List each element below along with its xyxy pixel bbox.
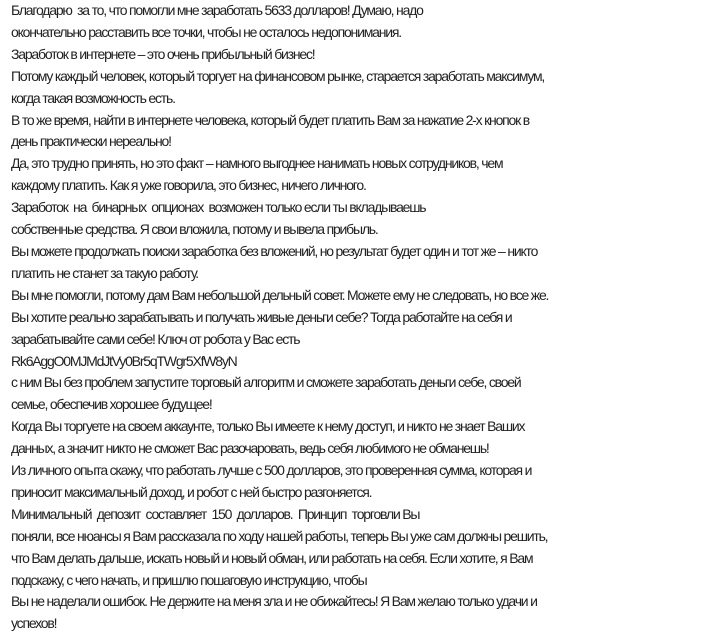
text-line: с ним Вы без проблем запустите торговый алгоритм и сможете заработать деньги себе, своей	[11, 374, 521, 391]
text-line: Вы мне помогли, потому дам Вам небольшой дельный совет. Можете ему не следовать, но все же.	[11, 286, 549, 303]
text-line: день практически нереально!	[11, 133, 171, 150]
text-line: собственные средства. Я свои вложила, потому и вывела прибыль.	[11, 221, 378, 238]
text-line: Из личного опыта скажу, что работать лучше с 500 долларов, это проверенная сумма, которая и	[11, 462, 532, 479]
text-line: платить не станет за такую работу.	[11, 264, 198, 281]
text-line: приносит максимальный доход, и робот с ней быстро разгоняется.	[11, 483, 372, 500]
text-line: Вы хотите реально зарабатывать и получать живые деньги себе? Тогда работайте на себя и	[11, 308, 512, 325]
text-line: Заработок на бинарных опционах возможен только если ты вкладываешь	[11, 199, 426, 216]
text-line: данных, а значит никто не сможет Вас разочаровать, ведь себя любимого не обманешь!	[11, 440, 489, 457]
text-line: В то же время, найти в интернете человека, который будет платить Вам за нажатие 2-х кнопок в	[11, 111, 529, 128]
text-line: подскажу, с чего начать, и пришлю пошаговую инструкцию, чтобы	[11, 571, 367, 588]
text-line: Вы можете продолжать поиски заработка без вложений, но результат будет один и тот же – никто	[11, 242, 538, 259]
text-line: успехов!	[11, 615, 57, 632]
text-line: Когда Вы торгуете на своем аккаунте, только Вы имеете к нему доступ, и никто не знает Ваших	[11, 418, 525, 435]
letter-body	[11, 0, 717, 635]
text-line: Вы не наделали ошибок. Не держите на меня зла и не обижайтесь! Я Вам желаю только удачи и	[11, 593, 537, 610]
text-line: каждому платить. Как я уже говорила, это бизнес, ничего личного.	[11, 177, 366, 194]
text-line: семье, обеспечив хорошее будущее!	[11, 396, 212, 413]
robot-key: Rk6AggO0MJMdJtVy0Br5qTWgr5XfW8yN	[11, 352, 237, 369]
text-line: зарабатывайте сами себе! Ключ от робота у Вас есть	[11, 330, 300, 347]
text-line: Потому каждый человек, который торгует на финансовом рынке, старается заработать максимум,	[11, 67, 545, 84]
text-line: Заработок в интернете – это очень прибыльный бизнес!	[11, 45, 315, 62]
text-line: окончательно расставить все точки, чтобы не осталось недопонимания.	[11, 23, 401, 40]
text-line: Минимальный депозит составляет 150 долларов. Принцип торговли Вы	[11, 505, 420, 522]
text-line: Благодарю за то, что помогли мне заработать 5633 долларов! Думаю, надо	[11, 2, 423, 18]
text-line: Да, это трудно принять, но это факт – намного выгоднее нанимать новых сотрудников, чем	[11, 155, 503, 172]
text-line: что Вам делать дальше, искать новый и новый обман, или работать на себя. Если хотите, я Вам	[11, 549, 533, 566]
text-line: поняли, все нюансы я Вам рассказала по ходу нашей работы, теперь Вы уже сам должны решить,	[11, 527, 548, 544]
text-line: когда такая возможность есть.	[11, 89, 175, 106]
